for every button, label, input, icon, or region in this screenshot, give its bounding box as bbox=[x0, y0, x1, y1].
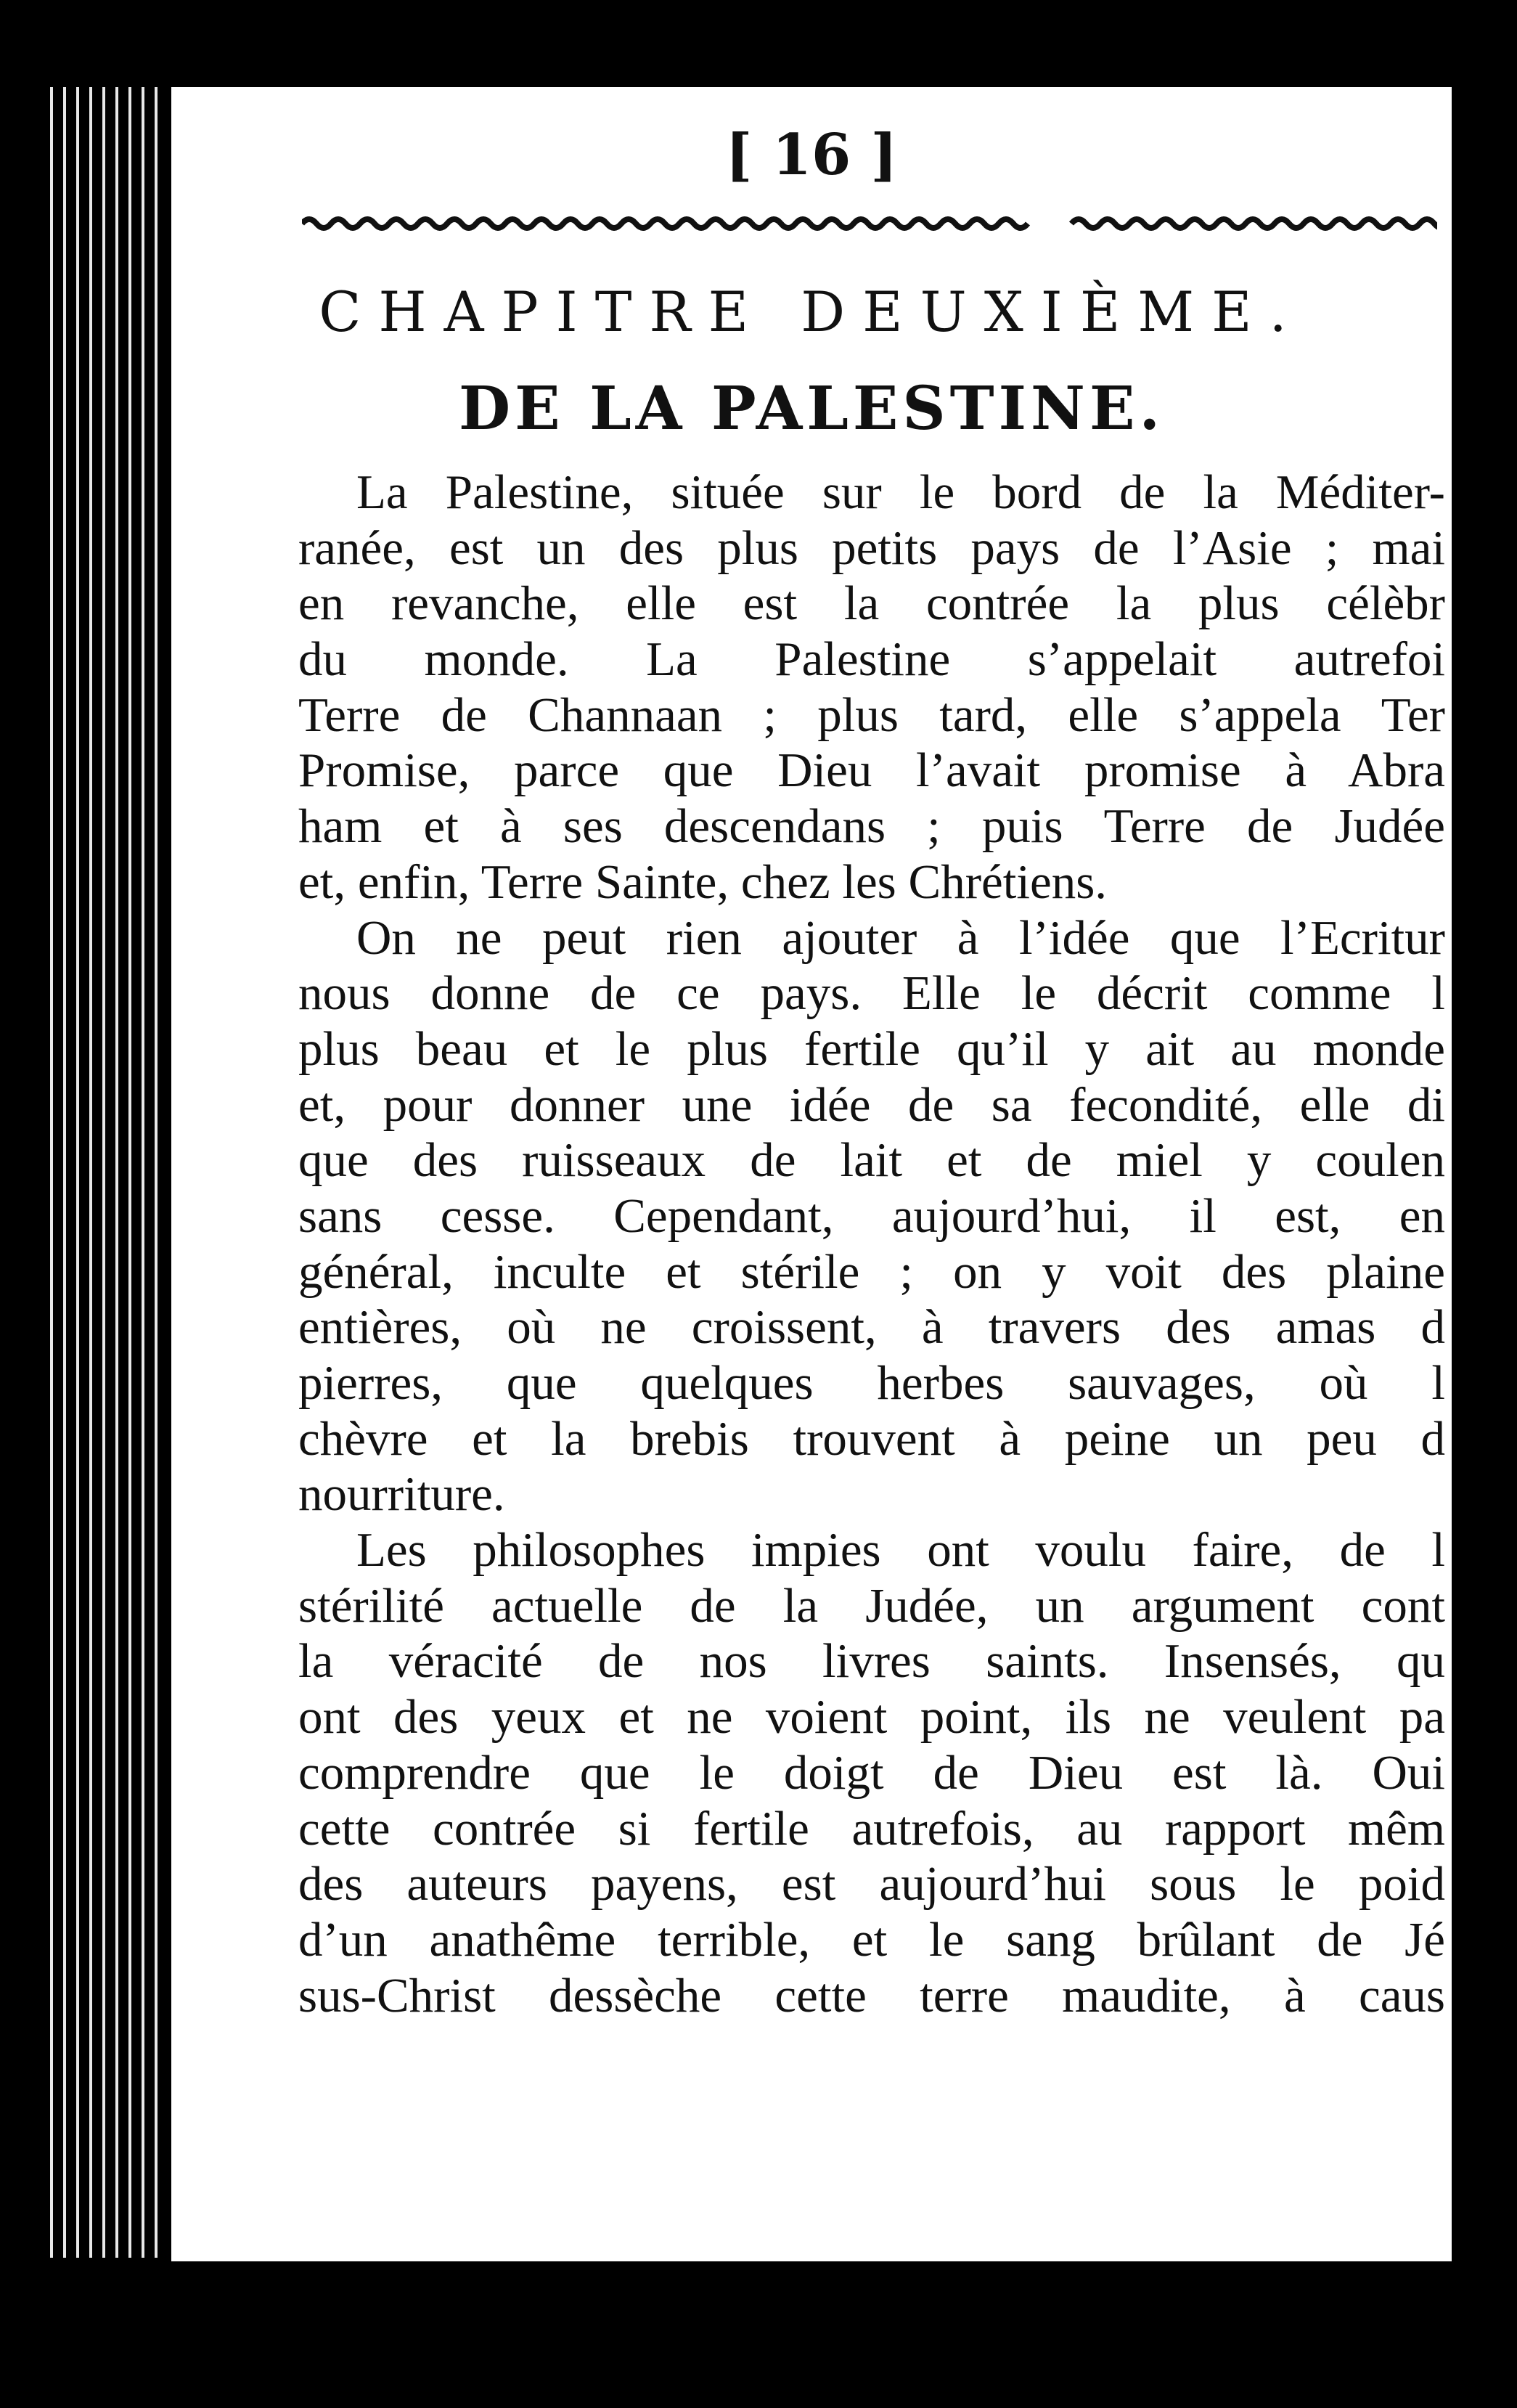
text-line: général, inculte et stérile ; on y voit des plaine bbox=[298, 1244, 1445, 1299]
book-page bbox=[167, 87, 1452, 2261]
text-line: ham et à ses descendans ; puis Terre de Judée bbox=[298, 799, 1445, 854]
book-edge-left bbox=[40, 87, 167, 2258]
page-number: [ 16 ] bbox=[725, 122, 898, 188]
text-line: stérilité actuelle de la Judée, un argument cont bbox=[298, 1578, 1445, 1633]
text-line: sus-Christ dessèche cette terre maudite, à caus bbox=[298, 1968, 1445, 2023]
section-title: DE LA PALESTINE. bbox=[458, 374, 1165, 444]
ornamental-rule bbox=[302, 214, 1437, 233]
text-line: et, pour donner une idée de sa fecondité, elle di bbox=[298, 1077, 1445, 1132]
text-line: plus beau et le plus fertile qu’il y ait au monde bbox=[298, 1021, 1445, 1076]
text-line: Les philosophes impies ont voulu faire, de l bbox=[356, 1523, 1445, 1578]
text-line: la véracité de nos livres saints. Insensés, qu bbox=[298, 1634, 1445, 1689]
text-line: en revanche, elle est la contrée la plus célèbr bbox=[298, 576, 1445, 631]
text-line: et, enfin, Terre Sainte, chez les Chrétiens. bbox=[298, 854, 1108, 909]
text-line: cette contrée si fertile autrefois, au rapport mêm bbox=[298, 1801, 1445, 1856]
chapter-heading: CHAPITRE DEUXIÈME. bbox=[319, 279, 1304, 344]
text-line: chèvre et la brebis trouvent à peine un peu d bbox=[298, 1411, 1445, 1466]
text-line: La Palestine, située sur le bord de la Méditer- bbox=[356, 465, 1445, 519]
text-line: pierres, que quelques herbes sauvages, où l bbox=[298, 1356, 1445, 1410]
text-line: nourriture. bbox=[298, 1467, 505, 1522]
text-line: d’un anathême terrible, et le sang brûlant de Jé bbox=[298, 1912, 1445, 1967]
text-line: entières, où ne croissent, à travers des amas d bbox=[298, 1300, 1445, 1355]
book-edge-right bbox=[1452, 0, 1517, 2408]
text-line: Terre de Channaan ; plus tard, elle s’appela Ter bbox=[298, 687, 1445, 742]
text-line: ont des yeux et ne voient point, ils ne veulent pa bbox=[298, 1690, 1445, 1744]
text-line: Promise, parce que Dieu l’avait promise à Abra bbox=[298, 743, 1445, 798]
text-line: sans cesse. Cependant, aujourd’hui, il est, en bbox=[298, 1188, 1445, 1243]
text-line: On ne peut rien ajouter à l’idée que l’Ecritur bbox=[356, 910, 1445, 965]
text-line: nous donne de ce pays. Elle le décrit comme l bbox=[298, 966, 1445, 1021]
text-line: comprendre que le doigt de Dieu est là. Oui bbox=[298, 1745, 1445, 1800]
text-line: des auteurs payens, est aujourd’hui sous le poid bbox=[298, 1857, 1445, 1911]
text-line: du monde. La Palestine s’appelait autrefoi bbox=[298, 632, 1445, 687]
text-line: que des ruisseaux de lait et de miel y coulen bbox=[298, 1133, 1445, 1188]
body-text bbox=[298, 465, 1445, 2023]
text-line: ranée, est un des plus petits pays de l’Asie ; mai bbox=[298, 521, 1445, 575]
